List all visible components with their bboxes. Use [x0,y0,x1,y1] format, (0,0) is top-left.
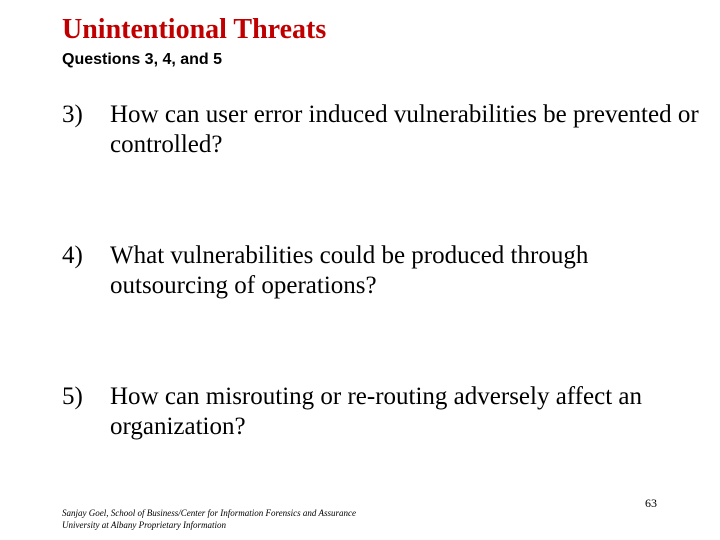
question-item [62,382,702,442]
footer-credit-line: University at Albany Proprietary Information [62,520,226,530]
slide-title: Unintentional Threats [62,14,327,45]
slide-subtitle: Questions 3, 4, and 5 [62,51,223,68]
page-number: 63 [645,496,657,510]
question-text: What vulnerabilities could be produced through outsourcing of operations? [110,242,589,299]
question-text: How can user error induced vulnerabilities be prevented or controlled? [110,101,699,158]
question-text: How can misrouting or re-routing adversely affect an organization? [110,383,642,440]
question-number: 4) [62,242,83,269]
footer-credit [62,507,356,531]
footer-credit-line: Sanjay Goel, School of Business/Center for Information Forensics and Assurance [62,508,356,518]
question-item [62,241,702,301]
question-number: 5) [62,383,83,410]
question-item [62,100,702,160]
question-number: 3) [62,101,83,128]
